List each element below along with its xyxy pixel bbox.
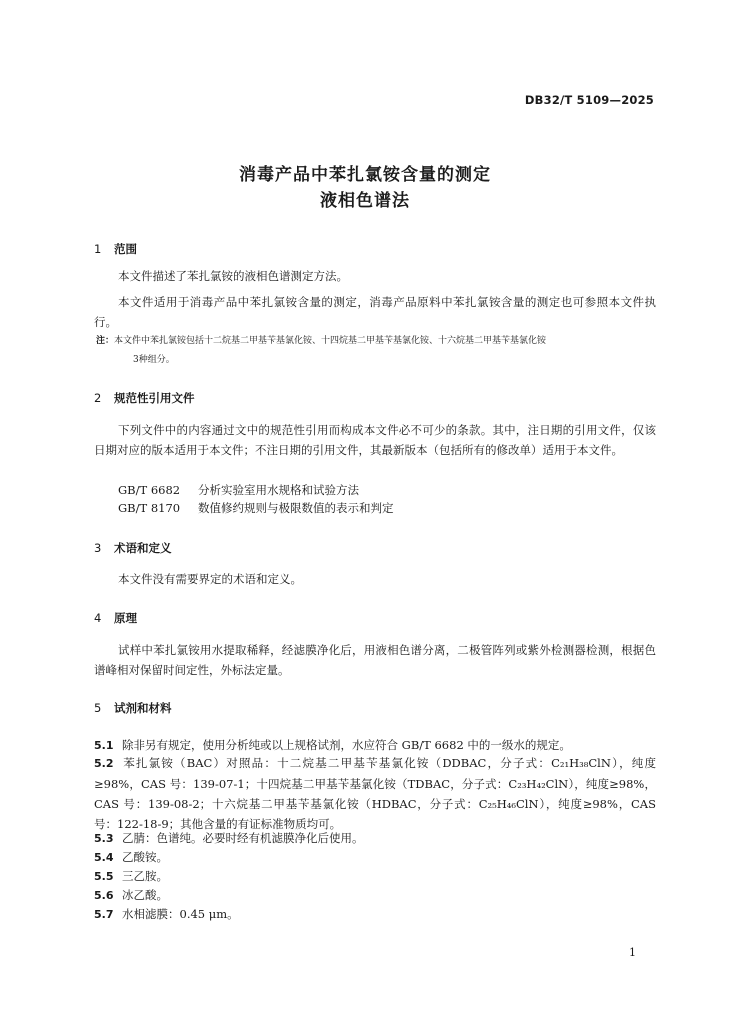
reference-title: 数值修约规则与极限数值的表示和判定	[198, 501, 394, 515]
clause-text: 水相滤膜：0.45 μm。	[122, 907, 239, 921]
clause-number: 5.6	[94, 889, 114, 902]
page-subtitle: 液相色谱法	[320, 191, 410, 211]
section-1-heading	[94, 241, 137, 257]
clause-5-4	[94, 847, 656, 868]
note-label: 注：	[96, 336, 115, 346]
section-5-heading	[94, 700, 172, 716]
section-title: 试剂和材料	[114, 701, 172, 715]
clause-5-6	[94, 885, 656, 906]
section-3-paragraph-1: 本文件没有需要界定的术语和定义。	[118, 572, 302, 586]
section-title: 原理	[114, 611, 137, 625]
clause-text: 除非另有规定，使用分析纯或以上规格试剂，水应符合 GB/T 6682 中的一级水的规定。	[122, 738, 571, 752]
section-1-note-continuation: 3种组分。	[133, 355, 175, 365]
clause-text: 三乙胺。	[122, 869, 168, 883]
section-1-paragraph-1: 本文件描述了苯扎氯铵的液相色谱测定方法。	[118, 269, 348, 283]
clause-number: 5.1	[94, 739, 114, 752]
clause-number: 5.7	[94, 908, 114, 921]
section-2-paragraph-1: 下列文件中的内容通过文中的规范性引用而构成本文件必不可少的条款。其中，注日期的引用文件，仅该日期对应的版本适用于本文件；不注日期的引用文件，其最新版本（包括所有的修改单）适用于本文件。	[94, 423, 656, 457]
reference-item	[118, 480, 359, 500]
clause-number: 5.5	[94, 870, 114, 883]
document-code: DB32/T 5109—2025	[524, 93, 654, 107]
section-number: 3	[94, 541, 102, 555]
section-number: 4	[94, 611, 102, 625]
section-number: 1	[94, 242, 102, 256]
reference-item	[118, 498, 394, 518]
section-4-paragraph-1: 试样中苯扎氯铵用水提取稀释，经滤膜净化后，用液相色谱分离，二极管阵列或紫外检测器检测，根据色谱峰相对保留时间定性，外标法定量。	[94, 643, 656, 677]
section-1-paragraph-2: 本文件适用于消毒产品中苯扎氯铵含量的测定，消毒产品原料中苯扎氯铵含量的测定也可参照本文件执行。	[94, 295, 656, 329]
section-1-note	[94, 332, 658, 350]
clause-text: 乙酸铵。	[122, 850, 168, 864]
section-4-heading	[94, 610, 137, 626]
clause-number: 5.2	[94, 757, 114, 770]
section-2-heading	[94, 390, 195, 406]
reference-code: GB/T 8170	[118, 501, 181, 515]
section-3-heading	[94, 540, 172, 556]
reference-title: 分析实验室用水规格和试验方法	[198, 483, 359, 497]
note-text: 本文件中苯扎氯铵包括十二烷基二甲基苄基氯化铵、十四烷基二甲基苄基氯化铵、十六烷基二甲基苄基氯化铵	[114, 336, 547, 346]
section-title: 规范性引用文件	[114, 391, 195, 405]
page-number: 1	[629, 946, 636, 959]
clause-5-3	[94, 828, 656, 849]
clause-5-5	[94, 866, 656, 887]
section-number: 5	[94, 701, 102, 715]
clause-number: 5.3	[94, 832, 114, 845]
section-number: 2	[94, 391, 102, 405]
section-title: 术语和定义	[114, 541, 172, 555]
clause-number: 5.4	[94, 851, 114, 864]
reference-code: GB/T 6682	[118, 483, 181, 497]
clause-5-7	[94, 904, 656, 925]
clause-text: 苯扎氯铵（BAC）对照品：十二烷基二甲基苄基氯化铵（DDBAC，分子式：C₂₁H₃₈ClN），纯度≥98%，CAS 号：139-07-1；十四烷基二甲基苄基氯化铵（TDBAC，分子式：C₂₃H₄₂ClN），纯度≥98%，CAS 号：139-08-2；十六烷基二甲基苄基氯化铵（HDBAC，分子式：C₂₅H₄₆ClN），纯度≥98%，CAS 号：122-18-9；其他含量的有证标准物质均可。	[94, 756, 656, 831]
clause-5-2	[94, 753, 656, 834]
clause-text: 乙腈：色谱纯。必要时经有机滤膜净化后使用。	[122, 831, 364, 845]
section-title: 范围	[114, 242, 137, 256]
clause-text: 冰乙酸。	[122, 888, 168, 902]
page-title: 消毒产品中苯扎氯铵含量的测定	[239, 165, 491, 185]
